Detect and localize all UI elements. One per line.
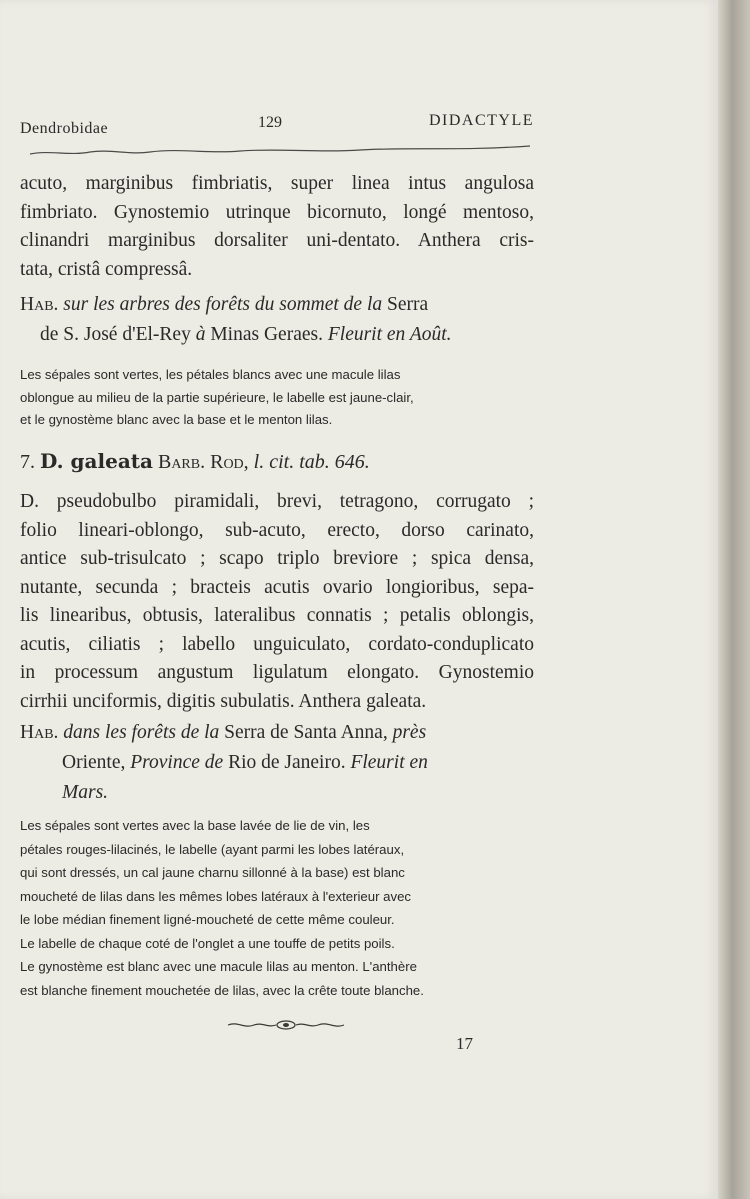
habitat-text: près: [392, 722, 427, 743]
text-line: folio lineari-oblongo, sub-acuto, erecto, dorso carinato,: [20, 519, 534, 541]
text-line: nutante, secunda ; bracteis acutis ovario longioribus, sepa-: [20, 576, 534, 598]
text-line: acuto, marginibus fimbriatis, super linea intus angulosa: [20, 173, 534, 194]
habitat-text: Mars.: [62, 782, 109, 803]
habitat-line: [20, 718, 534, 748]
note-line: oblongue au milieu de la partie supérieure, le labelle est jaune-clair,: [20, 389, 414, 405]
header-section: DIDACTYLE: [428, 112, 534, 129]
habitat-text: sur les arbres des forêts du sommet de la: [63, 294, 383, 315]
species-author: Barb. Rod,: [157, 451, 249, 473]
text-line: fimbriato. Gynostemio utrinque bicornuto, longé mentoso,: [20, 201, 534, 223]
text-line: lis linearibus, obtusis, lateralibus connatis ; petalis oblongis,: [20, 605, 534, 626]
note-line: Le labelle de chaque coté de l'onglet a une touffe de petits poils.: [20, 935, 395, 951]
habitat-text: à: [195, 324, 206, 345]
entry-number: 7.: [20, 451, 35, 473]
ornament-divider: [226, 1018, 346, 1032]
habitat-text: Fleurit en: [350, 752, 428, 773]
text-line: clinandri marginibus dorsaliter uni-dentato. Anthera cris-: [20, 230, 534, 251]
colour-note-2: [20, 814, 534, 1002]
habitat-2: [20, 718, 534, 808]
note-line: est blanche finement mouchetée de lilas, avec la crête toute blanche.: [20, 982, 424, 998]
habitat-text: Province de: [130, 752, 224, 773]
habitat-text: dans les forêts de la: [63, 722, 220, 743]
habitat-text: Serra: [387, 294, 429, 315]
habitat-text: Minas Geraes.: [210, 324, 323, 345]
text-line: acutis, ciliatis ; labello unguiculato, cordato-conduplicato: [20, 633, 534, 655]
note-line: qui sont dressés, un cal jaune charnu sillonné à la base) est blanc: [20, 865, 405, 880]
habitat-line: [20, 290, 534, 320]
note-line: Les sépales sont vertes, les pétales blancs avec une macule lilas: [20, 367, 401, 382]
page-number: 129: [258, 114, 282, 131]
text-line: in processum angustum ligulatum elongato. Gynostemio: [20, 662, 534, 683]
header-rule: [30, 142, 530, 160]
text-line: D. pseudobulbo piramidali, brevi, tetragono, corrugato ;: [20, 491, 534, 512]
note-line: pétales rouges-lilacinés, le labelle (ayant parmi les lobes latéraux,: [20, 841, 405, 857]
note-line: le lobe médian finement ligné-moucheté de cette même couleur.: [20, 912, 395, 927]
note-line: Le gynostème est blanc avec une macule lilas au menton. L'anthère: [20, 959, 417, 974]
colour-note-1: [20, 364, 534, 432]
habitat-text: de S. José d'El-Rey: [40, 324, 191, 345]
signature-mark: 17: [456, 1034, 473, 1053]
habitat-1: [20, 290, 534, 350]
text-line: tata, cristâ compressâ.: [20, 258, 193, 280]
habitat-line: [20, 320, 534, 350]
page-edge: [718, 0, 750, 1199]
habitat-text: Serra de Santa Anna,: [224, 722, 388, 743]
habitat-line: [20, 748, 534, 778]
species-reference: l. cit. tab. 646.: [253, 451, 370, 473]
habitat-text: Oriente,: [62, 752, 126, 773]
habitat-text: Fleurit en Août.: [327, 324, 452, 345]
note-line: Les sépales sont vertes avec la base lavée de lie de vin, les: [20, 818, 370, 833]
species-description: [20, 488, 534, 716]
header-family: Dendrobidae: [20, 120, 109, 137]
habitat-label: Hab.: [20, 294, 59, 315]
note-line: moucheté de lilas dans les mêmes lobes latéraux à l'exterieur avec: [20, 888, 412, 904]
text-line: cirrhii unciformis, digitis subulatis. Anthera galeata.: [20, 690, 427, 712]
habitat-text: Rio de Janeiro.: [228, 752, 346, 773]
habitat-line: [20, 778, 534, 808]
species-heading: [20, 446, 534, 477]
description-continued: [20, 170, 534, 284]
species-name: D. galeata: [40, 449, 153, 473]
habitat-label: Hab.: [20, 722, 59, 743]
running-header: [20, 112, 534, 138]
text-line: antice sub-trisulcato ; scapo triplo breviore ; spica densa,: [20, 548, 534, 569]
note-line: et le gynostème blanc avec la base et le menton lilas.: [20, 412, 333, 427]
